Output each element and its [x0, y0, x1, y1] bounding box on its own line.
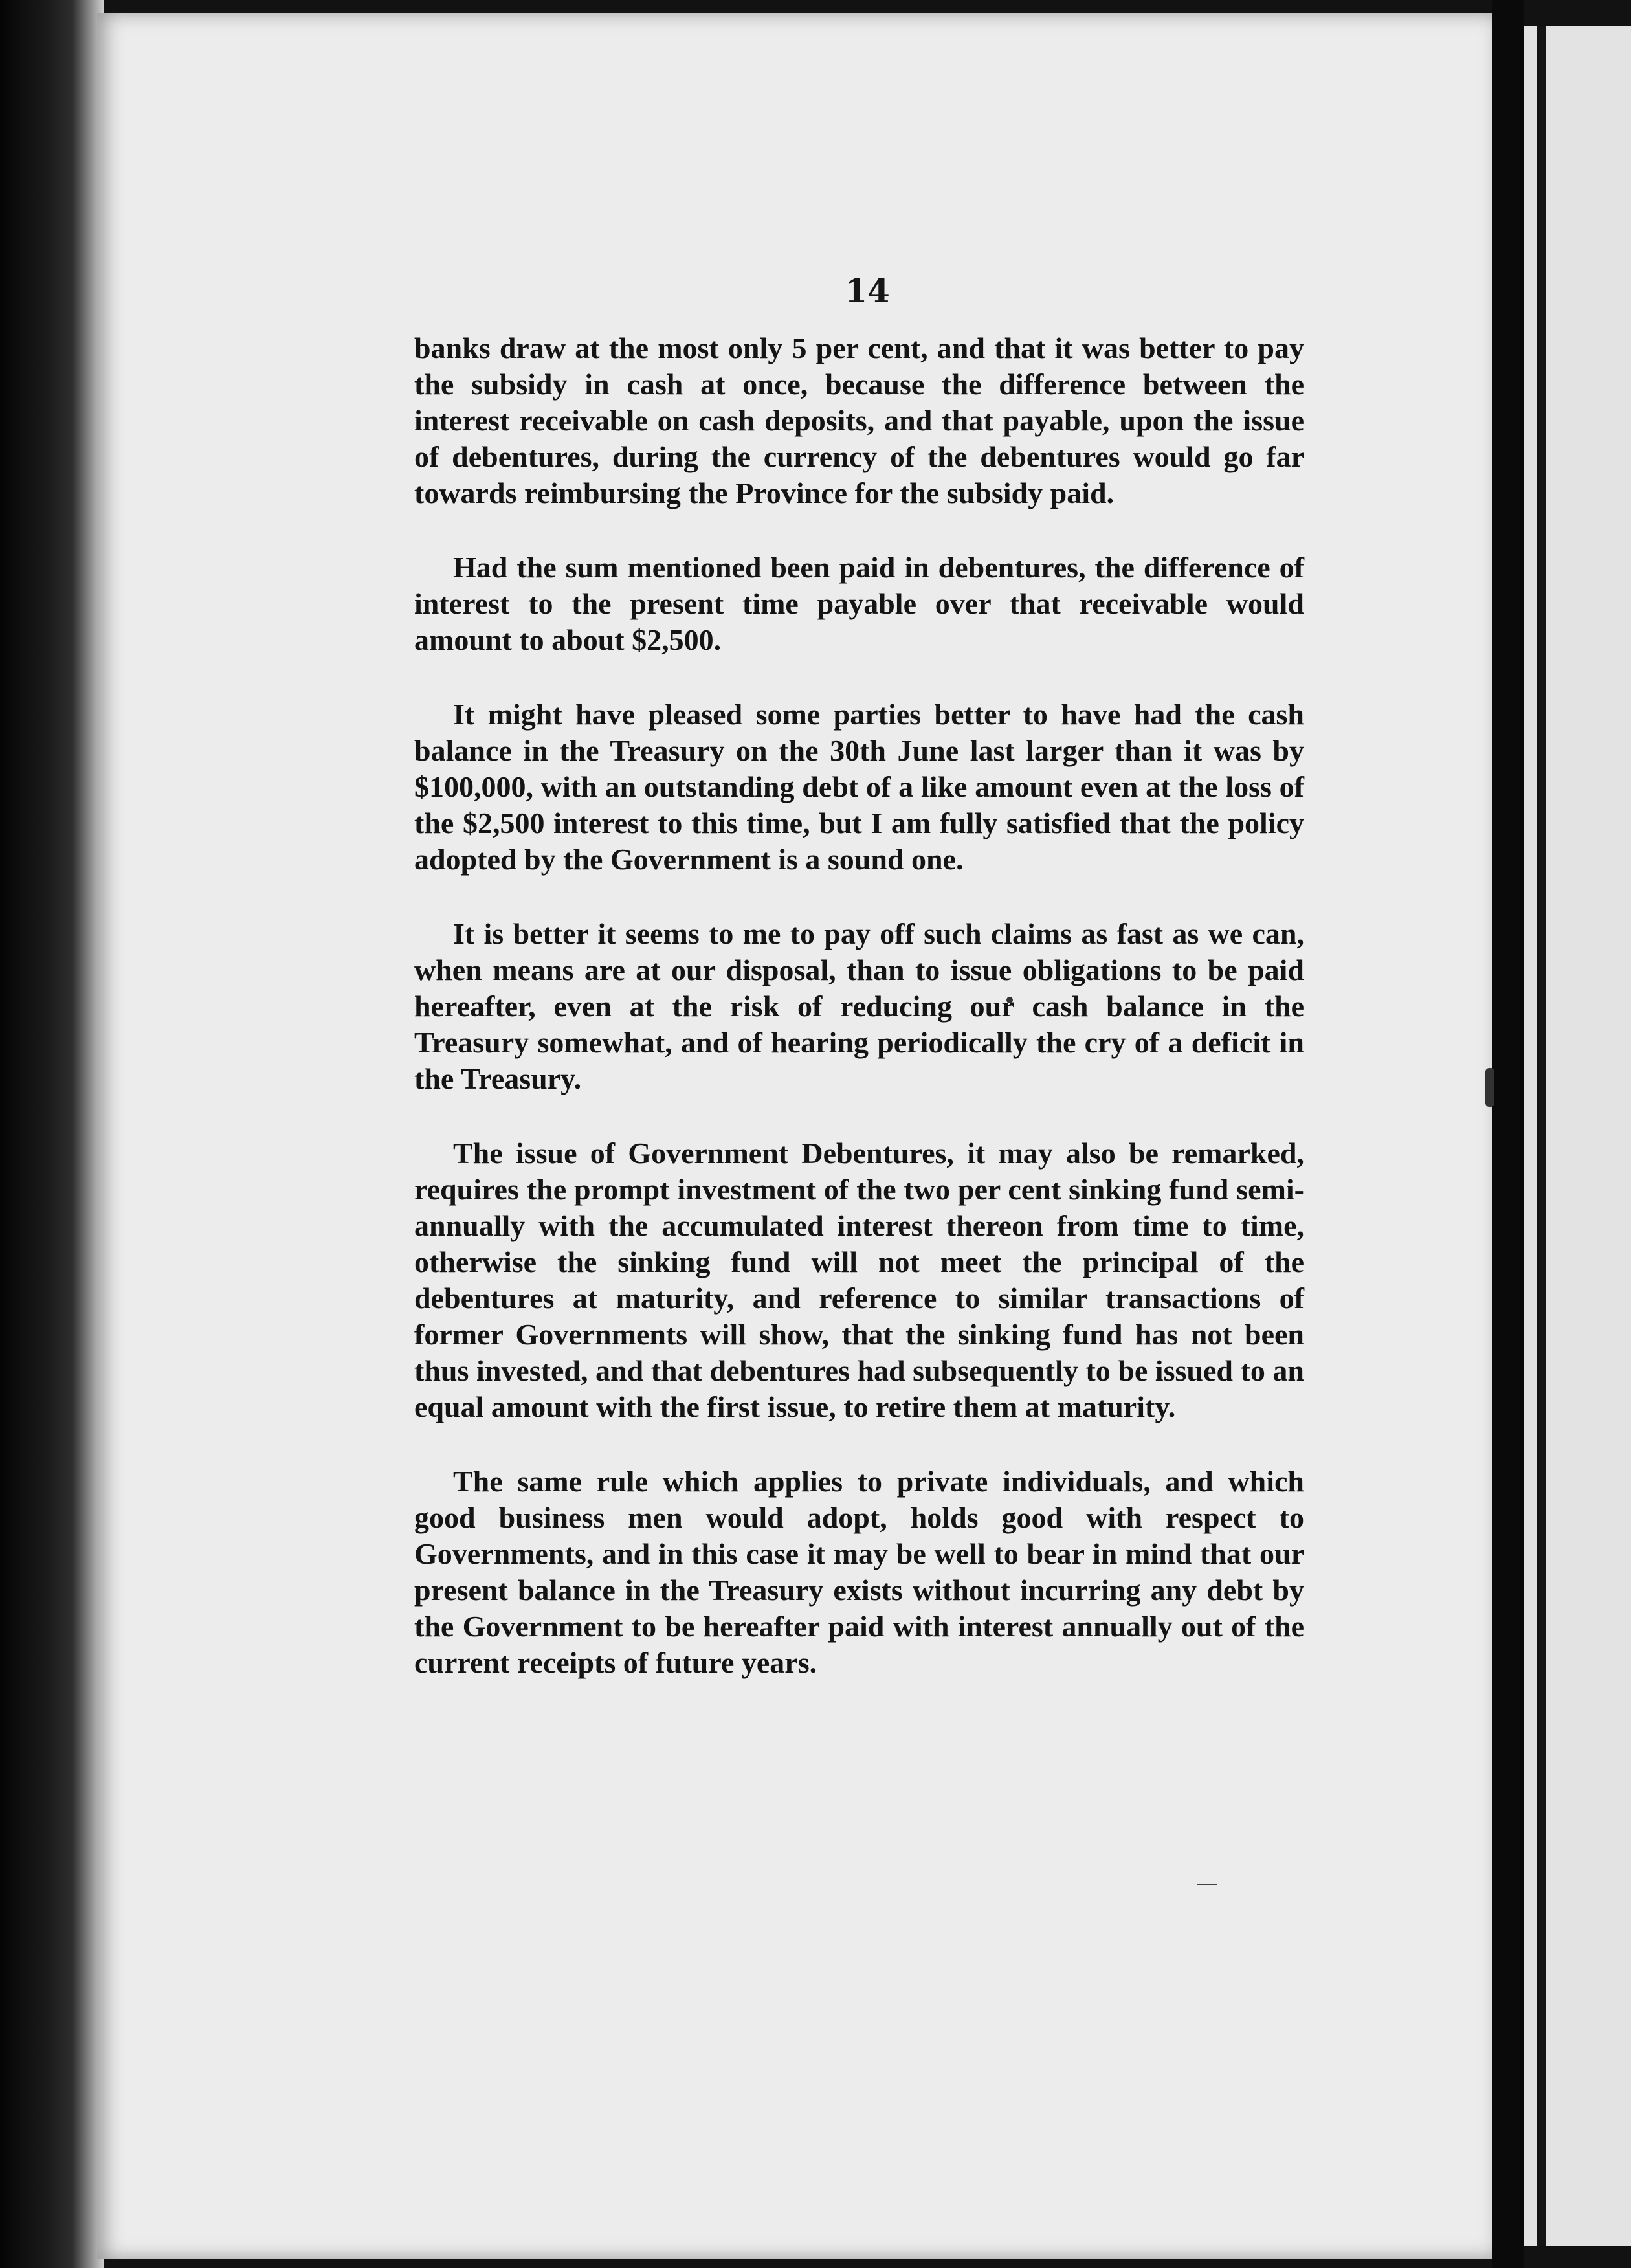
paragraph: It is better it seems to me to pay off such claims as fast as we can, when means are at our disposal, than to issue obligations to be paid hereafter, even at the risk of reducing our cash balance in the Treasury somewhat, and of hearing periodically the cry of a deficit in the Treasury.	[414, 917, 1304, 1095]
facing-page-border	[1537, 26, 1546, 2246]
paragraph: banks draw at the most only 5 per cent, and that it was better to pay the subsidy in cash at once, because the difference between the interest receivable on cash deposits, and that payable, upon the issue of debentures, during the currency of the debentures would go far towards reimbursing the Province for the subsidy paid.	[414, 331, 1304, 509]
ink-mark	[1197, 1884, 1217, 1885]
page-gutter	[1492, 0, 1524, 2268]
paragraph: Had the sum mentioned been paid in debentures, the difference of interest to the present time payable over that receivable would amount to about $2,500.	[414, 551, 1304, 656]
ink-speck	[1485, 1068, 1494, 1107]
body-text	[414, 330, 1304, 1719]
paragraph: It might have pleased some parties better to have had the cash balance in the Treasury on the 30th June last larger than it was by $100,000, with an outstanding debt of a like amount even at the loss of the $2,500 interest to this time, but I am fully satisfied that the policy adopted by the Government is a sound one.	[414, 698, 1304, 876]
paragraph: The issue of Government Debentures, it may also be remarked, requires the prompt investment of the two per cent sinking fund semi-annually with the accumulated interest thereon from time to time, otherwise the sinking fund will not meet the principal of the debentures at maturity, and reference to similar transactions of former Governments will show, that the sinking fund has not been thus invested, and that debentures had subsequently to be issued to an equal amount with the first issue, to retire them at maturity.	[414, 1137, 1304, 1423]
paragraph: The same rule which applies to private individuals, and which good business men would adopt, holds good with respect to Governments, and in this case it may be well to bear in mind that our present balance in the Treasury exists without incurring any debt by the Government to be hereafter paid with interest annually out of the current receipts of future years.	[414, 1465, 1304, 1679]
page-number: 14	[845, 272, 890, 310]
book-spine	[0, 0, 104, 2268]
